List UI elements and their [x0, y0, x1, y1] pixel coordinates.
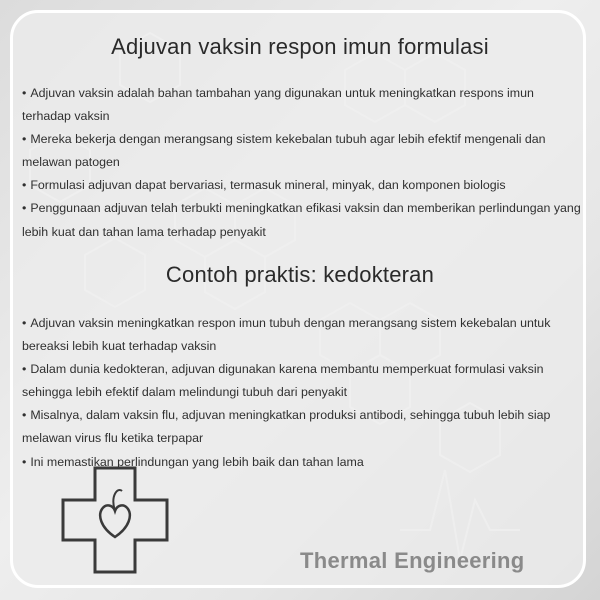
- section2-bullet-list: [22, 312, 582, 474]
- section1-title: Adjuvan vaksin respon imun formulasi: [111, 34, 489, 59]
- bullet-item: • Formulasi adjuvan dapat bervariasi, termasuk mineral, minyak, dan komponen biologis: [22, 178, 506, 193]
- medical-cross-heart-icon: [60, 465, 170, 575]
- brand-watermark: Thermal Engineering: [300, 548, 525, 573]
- section1-bullet-list: [22, 82, 582, 244]
- bullet-item: • Penggunaan adjuvan telah terbukti meningkatkan efikasi vaksin dan memberikan perlindungan yang lebih kuat dan tahan lama terhadap penyakit: [22, 201, 581, 239]
- bullet-item: • Dalam dunia kedokteran, adjuvan digunakan karena membantu memperkuat formulasi vaksin sehingga lebih efektif dalam melindungi tubuh dari penyakit: [22, 362, 544, 400]
- bullet-item: • Adjuvan vaksin adalah bahan tambahan yang digunakan untuk meningkatkan respons imun terhadap vaksin: [22, 86, 534, 124]
- bullet-item: • Ini memastikan perlindungan yang lebih baik dan tahan lama: [22, 454, 364, 469]
- bullet-item: • Adjuvan vaksin meningkatkan respon imun tubuh dengan merangsang sistem kekebalan untuk bereaksi lebih kuat terhadap vaksin: [22, 316, 551, 354]
- bullet-item: • Misalnya, dalam vaksin flu, adjuvan meningkatkan produksi antibodi, sehingga tubuh lebih siap melawan virus flu ketika terpapar: [22, 408, 551, 446]
- bullet-item: • Mereka bekerja dengan merangsang sistem kekebalan tubuh agar lebih efektif mengenali dan melawan patogen: [22, 132, 546, 170]
- section2-title: Contoh praktis: kedokteran: [165, 262, 435, 287]
